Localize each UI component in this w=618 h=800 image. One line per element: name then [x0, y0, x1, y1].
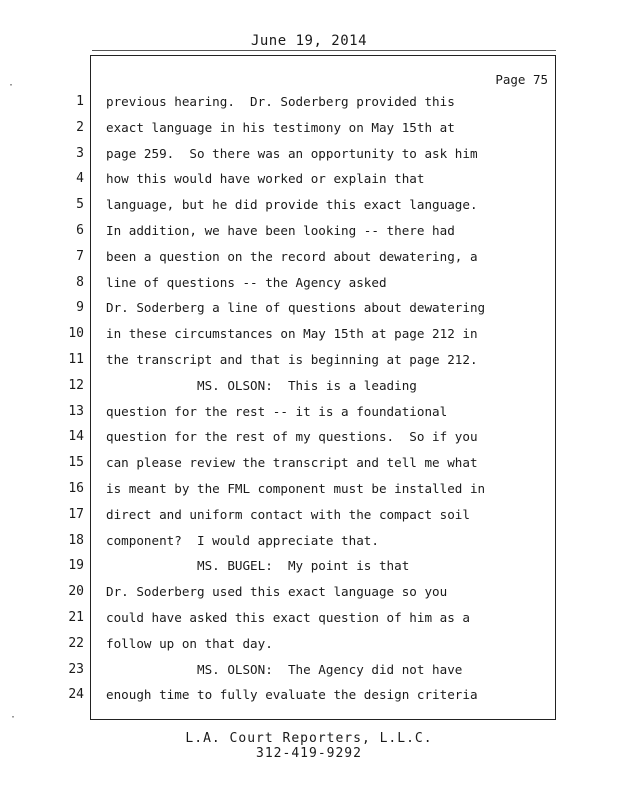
- transcript-line: direct and uniform contact with the compact soil: [106, 506, 470, 522]
- line-number: 6: [76, 222, 84, 238]
- line-number: 11: [68, 351, 84, 367]
- line-number: 4: [76, 171, 84, 187]
- transcript-line: exact language in his testimony on May 15th at: [106, 119, 455, 135]
- transcript-line: question for the rest of my questions. So if you: [106, 429, 478, 445]
- line-number-column: [60, 93, 84, 712]
- line-number: 18: [68, 532, 84, 548]
- court-reporter-name: L.A. Court Reporters, L.L.C.: [185, 731, 433, 746]
- transcript-line: MS. OLSON: The Agency did not have: [106, 661, 463, 677]
- transcript-line: MS. BUGEL: My point is that: [106, 558, 410, 574]
- line-number: 12: [68, 377, 84, 393]
- line-number: 3: [76, 145, 84, 161]
- transcript-line: language, but he did provide this exact language.: [106, 197, 478, 213]
- line-number: 9: [76, 300, 84, 316]
- line-number: 17: [68, 506, 84, 522]
- line-number: 24: [68, 687, 84, 703]
- transcript-line: the transcript and that is beginning at page 212.: [106, 351, 478, 367]
- line-number: 15: [68, 455, 84, 471]
- transcript-line: enough time to fully evaluate the design criteria: [106, 687, 478, 703]
- scan-artifact: ·: [8, 80, 15, 91]
- line-number: 16: [68, 480, 84, 496]
- scan-artifact: ·: [10, 712, 17, 723]
- transcript-line: previous hearing. Dr. Soderberg provided this: [106, 94, 455, 109]
- page-number: Page 75: [495, 72, 548, 87]
- transcript-line: follow up on that day.: [106, 635, 273, 651]
- line-number: 5: [76, 197, 84, 213]
- transcript-line: in these circumstances on May 15th at page 212 in: [106, 326, 478, 342]
- line-number: 8: [76, 274, 84, 290]
- top-rule: [92, 50, 556, 51]
- line-number: 22: [68, 635, 84, 651]
- footer: [0, 731, 618, 761]
- transcript-line: line of questions -- the Agency asked: [106, 274, 387, 290]
- line-number: 2: [76, 119, 84, 135]
- line-number: 14: [68, 429, 84, 445]
- court-reporter-phone: 312-419-9292: [256, 746, 362, 761]
- transcript-line: been a question on the record about dewatering, a: [106, 248, 478, 264]
- transcript-line: component? I would appreciate that.: [106, 532, 379, 548]
- transcript-body: [106, 93, 546, 712]
- transcript-line: page 259. So there was an opportunity to ask him: [106, 145, 478, 161]
- transcript-line: question for the rest -- it is a foundational: [106, 403, 448, 419]
- line-number: 1: [76, 94, 84, 109]
- transcript-line: MS. OLSON: This is a leading: [106, 377, 417, 393]
- transcript-line: is meant by the FML component must be installed in: [106, 480, 486, 496]
- transcript-line: could have asked this exact question of him as a: [106, 609, 470, 625]
- transcript-line: Dr. Soderberg a line of questions about dewatering: [106, 300, 486, 316]
- transcript-line: In addition, we have been looking -- there had: [106, 222, 455, 238]
- line-number: 13: [68, 403, 84, 419]
- line-number: 7: [76, 248, 84, 264]
- line-number: 10: [68, 326, 84, 342]
- line-number: 21: [68, 609, 84, 625]
- transcript-line: how this would have worked or explain that: [106, 171, 425, 187]
- transcript-line: can please review the transcript and tell me what: [106, 455, 478, 471]
- transcript-line: Dr. Soderberg used this exact language so you: [106, 584, 448, 600]
- transcript-date: June 19, 2014: [250, 33, 368, 49]
- line-number: 23: [68, 661, 84, 677]
- line-number: 20: [68, 584, 84, 600]
- line-number: 19: [68, 558, 84, 574]
